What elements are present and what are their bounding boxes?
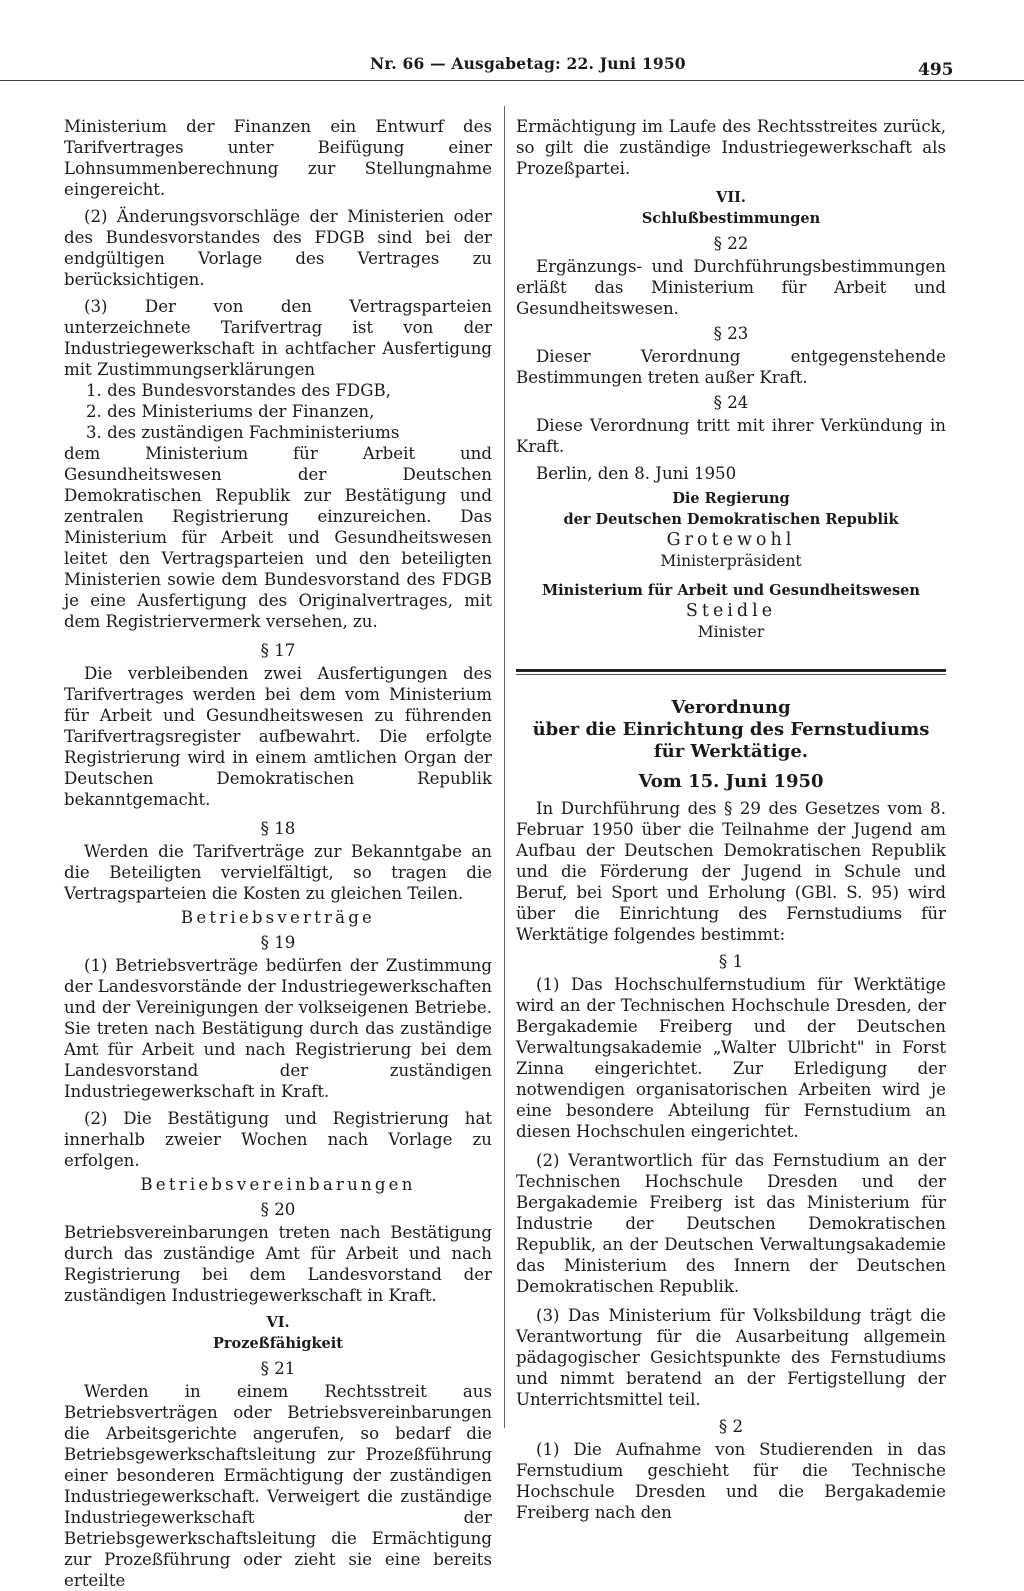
signature-block [516, 488, 946, 643]
section-2-para-1: (1) Die Aufnahme von Studierenden in das Fernstudium geschieht für die Technische Hochschule Dresden und die Bergakademie Freiberg nach den [516, 1440, 946, 1522]
ordinance-title-1: Verordnung [671, 697, 791, 718]
part-vii-heading: VII. [716, 189, 746, 206]
page-number: 495 [918, 60, 954, 80]
section-23-heading: § 23 [713, 324, 749, 343]
column-divider [504, 106, 505, 1428]
part-vi-heading: VI. [266, 1314, 290, 1331]
section-19-para-2: (2) Die Bestätigung und Registrierung hat innerhalb zweier Wochen nach Vorlage zu erfolgen. [64, 1109, 492, 1170]
separator-thick [516, 669, 946, 672]
section-19-para-1: (1) Betriebsverträge bedürfen der Zustimmung der Landesvorstände der Industriegewerkschaften und der Vereinigungen der volkseigenen Betriebe. Sie treten nach Bestätigung durch das zuständige Amt für Arbeit und nach Registrierung bei dem Landesvorstand der zuständigen Industriegewerkschaft in Kraft. [64, 956, 492, 1101]
section-20-heading: § 20 [260, 1200, 296, 1219]
section-17-heading: § 17 [260, 641, 296, 660]
section-20-text: Betriebsvereinbarungen treten nach Bestätigung durch das zuständige Amt für Arbeit und nach Registrierung bei dem Landesvorstand der zuständigen Industriegewerkschaft in Kraft. [64, 1223, 492, 1305]
ministry-line: Ministerium für Arbeit und Gesundheitswesen [542, 582, 920, 599]
list-item: 1. des Bundesvorstandes des FDGB, [86, 381, 391, 400]
section-23-text: Dieser Verordnung entgegenstehende Bestimmungen treten außer Kraft. [516, 347, 946, 387]
signatory-1-name: Grotewohl [666, 530, 796, 550]
issue-line: Nr. 66 — Ausgabetag: 22. Juni 1950 [370, 54, 686, 73]
heading-betriebsvertraege: Betriebsverträge [180, 908, 376, 927]
paragraph-3-intro: (3) Der von den Vertragsparteien unterzeichnete Tarifvertrag ist von der Industriegewerkschaft in achtfacher Ausfertigung mit Zustimmungserklärungen [64, 297, 492, 379]
section-18-heading: § 18 [260, 819, 296, 838]
signatory-2-role: Minister [697, 623, 765, 641]
section-1-para-2: (2) Verantwortlich für das Fernstudium an der Technischen Hochschule Dresden und der Bergakademie Freiberg ist das Ministerium für Industrie der Deutschen Demokratischen Republik, an der Deutschen Verwaltungsakademie das Ministerium des Innern der Deutschen Demokratischen Republik. [516, 1151, 946, 1296]
heading-prozessfaehigkeit: Prozeßfähigkeit [213, 1335, 343, 1352]
section-18-text: Werden die Tarifverträge zur Bekanntgabe an die Beteiligten vervielfältigt, so tragen die Vertragsparteien die Kosten zu gleichen Teilen. [64, 842, 492, 903]
list-item: 2. des Ministeriums der Finanzen, [86, 402, 375, 421]
ordinance-title-3: für Werktätige. [653, 741, 809, 762]
government-line-1: Die Regierung [672, 490, 790, 507]
section-19-heading: § 19 [260, 933, 296, 952]
ordinance-date: Vom 15. Juni 1950 [638, 771, 824, 792]
section-2-heading: § 2 [718, 1417, 744, 1436]
approval-list [64, 380, 492, 443]
section-22-heading: § 22 [713, 234, 749, 253]
paragraph-continuation: Ministerium der Finanzen ein Entwurf des Tarifvertrages unter Beifügung einer Lohnsummenberechnung zur Stellungnahme eingereicht. [64, 117, 492, 199]
section-1-para-1: (1) Das Hochschulfernstudium für Werktätige wird an der Technischen Hochschule Dresden, der Bergakademie Freiberg und der Deutschen Verwaltungsakademie „Walter Ulbricht" in Forst Zinna eingerichtet. Zur Erledigung der notwendigen organisatorischen Arbeiten wird je eine besondere Abteilung für Fernstudium an diesen Hochschulen eingerichtet. [516, 975, 946, 1141]
section-24-heading: § 24 [713, 393, 749, 412]
ordinance-title-2: über die Einrichtung des Fernstudiums [532, 719, 930, 740]
section-1-heading: § 1 [718, 952, 744, 971]
section-17-text: Die verbleibenden zwei Ausfertigungen des Tarifvertrages werden bei dem vom Ministerium für Arbeit und Gesundheitswesen zu führenden Tarifvertragsregister aufbewahrt. Die erfolgte Registrierung wird in einem amtlichen Organ der Deutschen Demokratischen Republik bekanntgemacht. [64, 664, 492, 809]
heading-betriebsvereinbarungen: Betriebsvereinbarungen [140, 1175, 416, 1194]
section-1-para-3: (3) Das Ministerium für Volksbildung trägt die Verantwortung für die Ausarbeitung allgemein pädagogischer Gesichtspunkte des Fernstudiums und nimmt beratend an der Fertigstellung der Unterrichtsmittel teil. [516, 1306, 946, 1409]
section-21-text: Werden in einem Rechtsstreit aus Betriebsverträgen oder Betriebsvereinbarungen die Arbeitsgerichte angerufen, so bedarf die Betriebsgewerkschaftsleitung zur Prozeßführung einer besonderen Ermächtigung der zuständigen Industriegewerkschaft. Verweigert die zuständige Industriegewerkschaft der Betriebsgewerkschaftsleitung die Ermächtigung zur Prozeßführung oder zieht sie eine bereits erteilte [64, 1382, 492, 1590]
signatory-1-role: Ministerpräsident [660, 552, 802, 570]
place-date: Berlin, den 8. Juni 1950 [536, 464, 737, 483]
section-24-text: Diese Verordnung tritt mit ihrer Verkündung in Kraft. [516, 416, 946, 456]
ordinance-intro: In Durchführung des § 29 des Gesetzes vom 8. Februar 1950 über die Teilnahme der Jugend am Aufbau der Deutschen Demokratischen Republik und die Förderung der Jugend in Schule und Beruf, bei Sport und Erholung (GBl. S. 95) wird über die Einrichtung des Fernstudiums für Werktätige folgendes bestimmt: [516, 799, 946, 944]
section-22-text: Ergänzungs- und Durchführungsbestimmungen erläßt das Ministerium für Arbeit und Gesundheitswesen. [516, 257, 946, 318]
left-column [64, 116, 492, 1591]
heading-schlussbestimmungen: Schlußbestimmungen [641, 210, 821, 227]
signatory-2-name: Steidle [685, 601, 777, 621]
section-21-heading: § 21 [260, 1359, 296, 1378]
page-header [0, 52, 1024, 81]
list-item: 3. des zuständigen Fachministeriums [86, 423, 400, 442]
paragraph-2: (2) Änderungsvorschläge der Ministerien oder des Bundesvorstandes des FDGB sind bei der endgültigen Vorlage des Vertrages zu berücksichtigen. [64, 207, 492, 289]
paragraph-continuation: Ermächtigung im Laufe des Rechtsstreites zurück, so gilt die zuständige Industriegewerkschaft als Prozeßpartei. [516, 117, 946, 178]
separator-thin [516, 674, 946, 675]
paragraph-3-rest: dem Ministerium für Arbeit und Gesundheitswesen der Deutschen Demokratischen Republik zur Bestätigung und zentralen Registrierung einzureichen. Das Ministerium für Arbeit und Gesundheitswesen leitet den Vertragsparteien und den beteiligten Ministerien sowie dem Bundesvorstand des FDGB je eine Ausfertigung des Originalvertrages, mit dem Registriervermerk versehen, zu. [64, 444, 492, 631]
right-column [516, 116, 946, 1523]
government-line-2: der Deutschen Demokratischen Republik [563, 511, 899, 528]
